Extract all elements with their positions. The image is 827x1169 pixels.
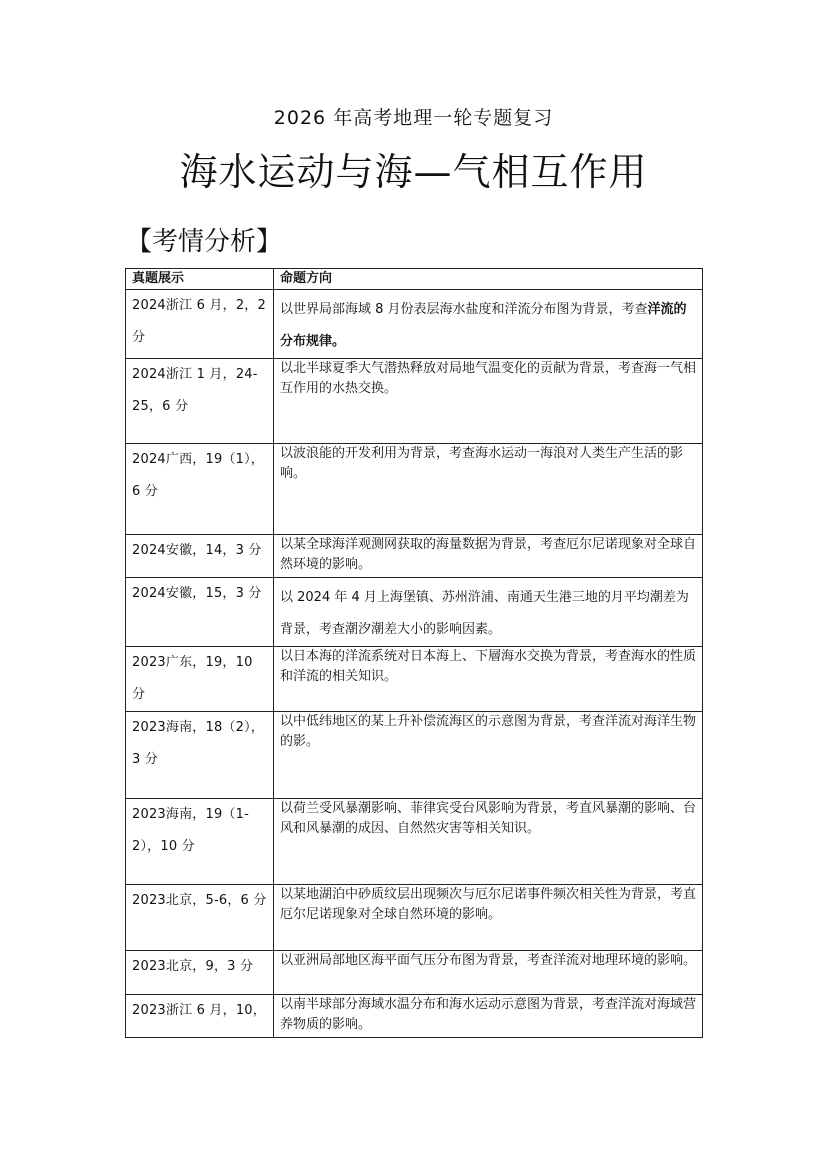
column-header-source: 真题展示 — [126, 269, 274, 290]
direction-emphasis: 洋流的分布规律。 — [280, 302, 687, 349]
direction-text: 以世界局部海域 8 月份表层海水盐度和洋流分布图为背景，考查 — [280, 302, 648, 317]
direction-cell: 以某地湖泊中砂质纹层出现频次与厄尔尼诺事件频次相关性为背景，考直厄尔尼诺现象对全球自然环境的影响。 — [274, 885, 703, 951]
table-row — [126, 799, 703, 885]
direction-cell: 以日本海的洋流系统对日本海上、下層海水交换为背景，考查海水的性质和洋流的相关知识。 — [274, 647, 703, 712]
table-row — [126, 995, 703, 1038]
table-header-row — [126, 269, 703, 290]
source-cell: 2023海南，19（1-2），10 分 — [126, 799, 274, 885]
section-heading: 【考情分析】 — [126, 227, 283, 257]
source-cell: 2023浙江 6 月，10， — [126, 995, 274, 1038]
column-header-direction: 命题方向 — [274, 269, 703, 290]
table-row — [126, 578, 703, 647]
direction-cell: 以 2024 年 4 月上海堡镇、苏州浒浦、南通天生港三地的月平均潮差为背景，考查潮汐潮差大小的影响因素。 — [274, 578, 703, 647]
direction-cell: 以某全球海洋观测网获取的海量数据为背景，考查厄尔尼诺现象对全球自然环境的影响。 — [274, 535, 703, 578]
table-row — [126, 359, 703, 444]
source-cell: 2023广东，19，10 分 — [126, 647, 274, 712]
table-row — [126, 712, 703, 799]
table-row — [126, 951, 703, 995]
exam-analysis-table — [125, 268, 703, 1038]
direction-cell: 以波浪能的开发利用为背景，考查海水运动一海浪对人类生产生活的影响。 — [274, 444, 703, 535]
source-cell: 2024安徽，15，3 分 — [126, 578, 274, 647]
document-title: 海水运动与海—气相互作用 — [179, 150, 648, 194]
document-subtitle: 2026 年高考地理一轮专题复习 — [273, 107, 554, 129]
source-cell: 2024浙江 6 月，2，2 分 — [126, 290, 274, 359]
table-row — [126, 885, 703, 951]
table-row — [126, 444, 703, 535]
source-cell: 2024安徽，14，3 分 — [126, 535, 274, 578]
source-cell: 2023海南，18（2），3 分 — [126, 712, 274, 799]
direction-cell: 以亚洲局部地区海平面气压分布图为背景，考查洋流对地理环境的影响。 — [274, 951, 703, 995]
direction-cell: 以南半球部分海域水温分布和海水运动示意图为背景，考查洋流对海域营养物质的影响。 — [274, 995, 703, 1038]
source-cell: 2024浙江 1 月，24-25，6 分 — [126, 359, 274, 444]
source-cell: 2023北京，5-6，6 分 — [126, 885, 274, 951]
table-row — [126, 535, 703, 578]
direction-cell: 以北半球夏季大气潜热释放对局地气温变化的贡献为背景，考查海一气相互作用的水热交换。 — [274, 359, 703, 444]
table-row — [126, 647, 703, 712]
direction-cell: 以中低纬地区的某上升补偿流海区的示意图为背景，考查洋流对海洋生物的影。 — [274, 712, 703, 799]
direction-cell — [274, 290, 703, 359]
source-cell: 2024广西，19（1），6 分 — [126, 444, 274, 535]
source-cell: 2023北京，9，3 分 — [126, 951, 274, 995]
table-row — [126, 290, 703, 359]
direction-cell: 以荷兰受风暴潮影响、菲律宾受台风影响为背景，考直风暴潮的影响、台风和风暴潮的成因、自然然灾害等相关知识。 — [274, 799, 703, 885]
